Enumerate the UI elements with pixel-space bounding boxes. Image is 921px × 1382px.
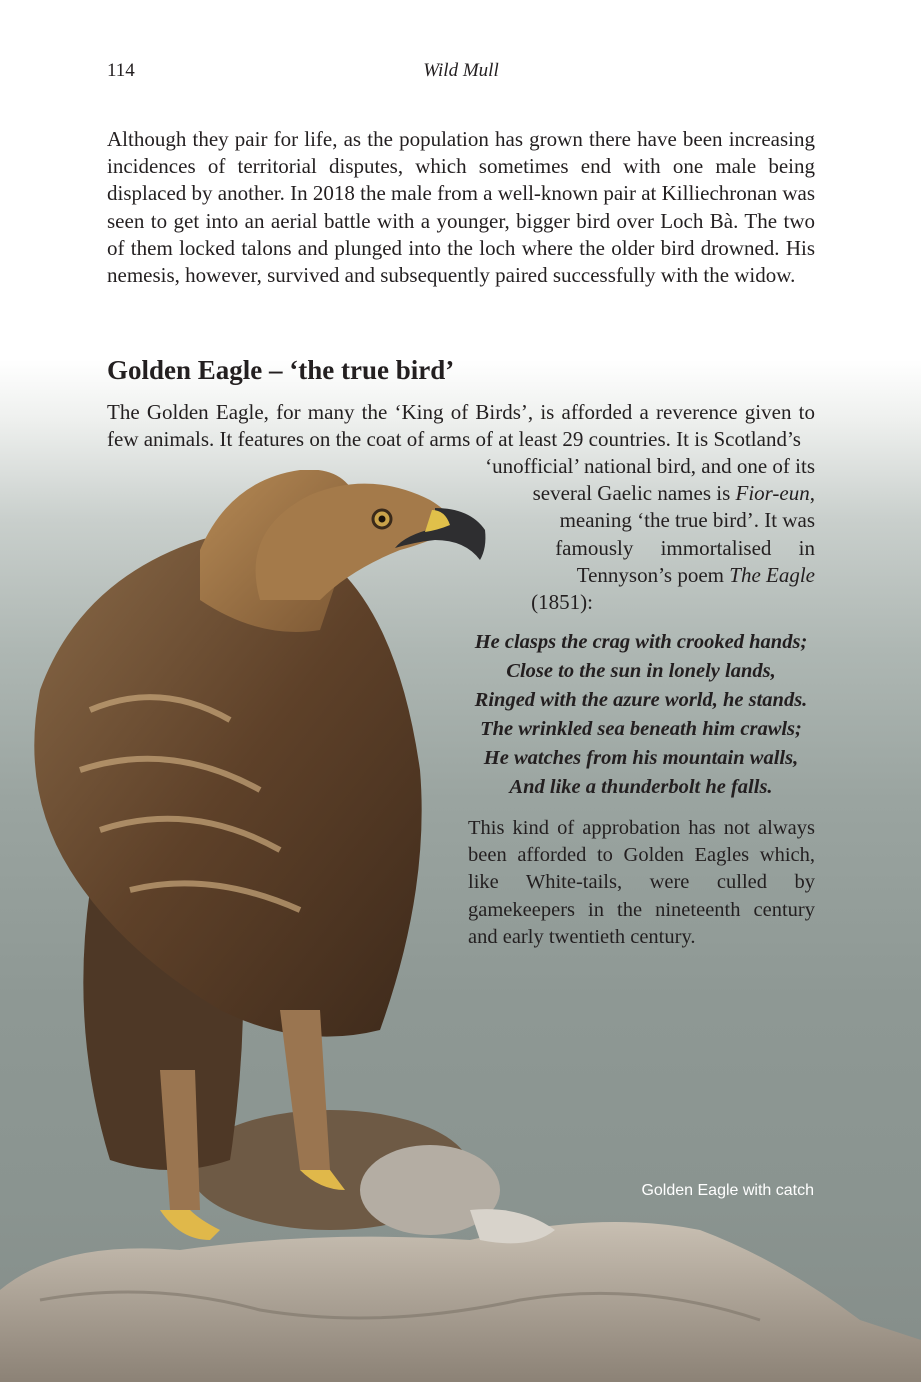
gaelic-name: Fior-eun: [735, 481, 810, 506]
running-title: Wild Mull: [423, 60, 499, 81]
poem-line: The wrinkled sea beneath him crawls;: [480, 718, 802, 741]
intro-line: meaning ‘the true bird’. It was: [559, 508, 815, 533]
poem-line: Ringed with the azure world, he stands.: [474, 689, 808, 712]
photo-caption: Golden Eagle with catch: [641, 1182, 814, 1199]
page-header: [107, 60, 815, 90]
intro-line: several Gaelic names is Fior-eun,: [532, 481, 815, 506]
poem-line: He watches from his mountain walls,: [483, 747, 799, 770]
page-number: 114: [107, 60, 135, 81]
paragraph-true-bird-intro: [485, 453, 815, 616]
intro-line: (1851):: [531, 590, 593, 615]
poem-line: Close to the sun in lonely lands,: [506, 660, 776, 683]
eagle-head-shape: [200, 470, 500, 600]
intro-line: Tennyson’s poem The Eagle: [576, 562, 815, 587]
poem-title: The Eagle: [729, 562, 815, 587]
paragraph-king-of-birds: The Golden Eagle, for many the ‘King of Birds’, is afforded a reverence given to few animals. It features on the coat of arms of at least 29 countries. It is Scotland’s: [107, 400, 815, 452]
intro-line: ‘unofficial’ national bird, and one of its: [485, 454, 815, 478]
rock-shape: [0, 1222, 921, 1382]
paragraph-territorial-disputes: Although they pair for life, as the population has grown there have been increasing incidences of territorial disputes, which sometimes end with one male being displaced by another. In 2018 the male from a well-known pair at Killiechronan was seen to get into an aerial battle with a younger, bigger bird over Loch Bà. The two of them locked talons and plunged into the loch where the older bird drowned. His nemesis, however, survived and subsequently paired successfully with the widow.: [107, 127, 815, 288]
poem-line: He clasps the crag with crooked hands;: [474, 631, 808, 653]
poem-the-eagle: [466, 628, 816, 803]
paragraph-approbation: This kind of approbation has not always been afforded to Golden Eagles which, like White-tails, were culled by gamekeepers in the nineteenth century and early twentieth century.: [468, 817, 815, 948]
intro-line: famously immortalised in: [555, 535, 815, 560]
poem-line: And like a thunderbolt he falls.: [509, 776, 773, 799]
section-heading: Golden Eagle – ‘the true bird’: [107, 355, 455, 385]
